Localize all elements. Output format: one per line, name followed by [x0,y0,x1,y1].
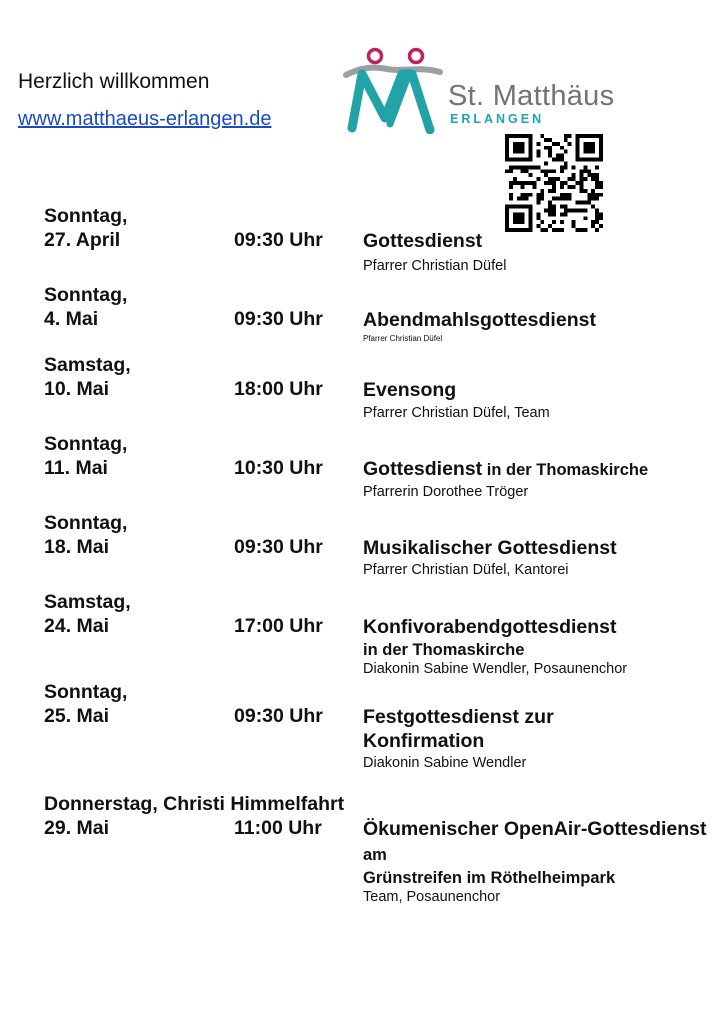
event-title [363,817,708,889]
event-title [363,705,613,753]
event-officiant: Team, Posaunenchor [363,889,501,905]
event-title [363,378,713,402]
qr-code-icon[interactable] [505,134,603,232]
event-time: 17:00 Uhr [234,615,323,637]
event-location-suffix: am [363,846,387,864]
event-officiant: Diakonin Sabine Wendler [363,755,527,771]
brand-subtitle: ERLANGEN [450,112,545,126]
event-title [363,229,713,253]
event-day: Sonntag, [44,205,128,227]
event-day: Sonntag, [44,512,128,534]
event-title-main: Gottesdienst [363,230,483,252]
event-title-main: Abendmahlsgottesdienst [363,309,596,331]
event-date: 27. April [44,229,121,251]
event-officiant: Pfarrer Christian Düfel [363,334,443,343]
brand-name: St. Matthäus [448,80,615,112]
event-officiant: Pfarrer Christian Düfel [363,258,507,274]
event-title-main: Ökumenischer OpenAir-Gottesdienst [363,818,707,840]
event-day: Sonntag, [44,681,128,703]
welcome-text: Herzlich willkommen [18,70,210,93]
event-time: 11:00 Uhr [234,817,322,839]
event-officiant: Diakonin Sabine Wendler, Posaunenchor [363,661,628,677]
event-officiant: Pfarrer Christian Düfel, Team [363,405,550,421]
event-title-main: Festgottesdienst zur Konfirmation [363,706,554,752]
event-date: 18. Mai [44,536,110,558]
event-officiant: Pfarrer Christian Düfel, Kantorei [363,562,569,578]
event-location: in der Thomaskirche [363,641,525,659]
event-day: Donnerstag, Christi Himmelfahrt [44,793,345,815]
event-time: 09:30 Uhr [234,705,323,727]
event-time: 10:30 Uhr [234,457,323,479]
event-title-main: Musikalischer Gottesdienst [363,537,617,559]
event-title [363,536,713,560]
event-title [363,615,713,661]
event-date: 11. Mai [44,457,108,479]
event-day: Sonntag, [44,433,128,455]
event-day: Sonntag, [44,284,128,306]
event-time: 09:30 Uhr [234,229,323,251]
event-day: Samstag, [44,354,131,376]
event-time: 09:30 Uhr [234,308,323,330]
event-date: 25. Mai [44,705,110,727]
event-officiant: Pfarrerin Dorothee Tröger [363,484,529,500]
event-time: 18:00 Uhr [234,378,323,400]
event-title-main: Konfivorabendgottesdienst [363,616,617,638]
event-date: 4. Mai [44,308,99,330]
event-time: 09:30 Uhr [234,536,323,558]
event-date: 24. Mai [44,615,110,637]
event-title-main: Gottesdienst [363,458,483,480]
event-date: 29. Mai [44,817,110,839]
event-title-main: Evensong [363,379,457,401]
event-title [363,308,713,332]
event-day: Samstag, [44,591,131,613]
event-date: 10. Mai [44,378,110,400]
website-link[interactable]: www.matthaeus-erlangen.de [18,108,272,130]
event-location: Grünstreifen im Röthelheimpark [363,869,616,887]
event-title [363,457,713,482]
event-location-suffix: in der Thomaskirche [482,461,649,479]
